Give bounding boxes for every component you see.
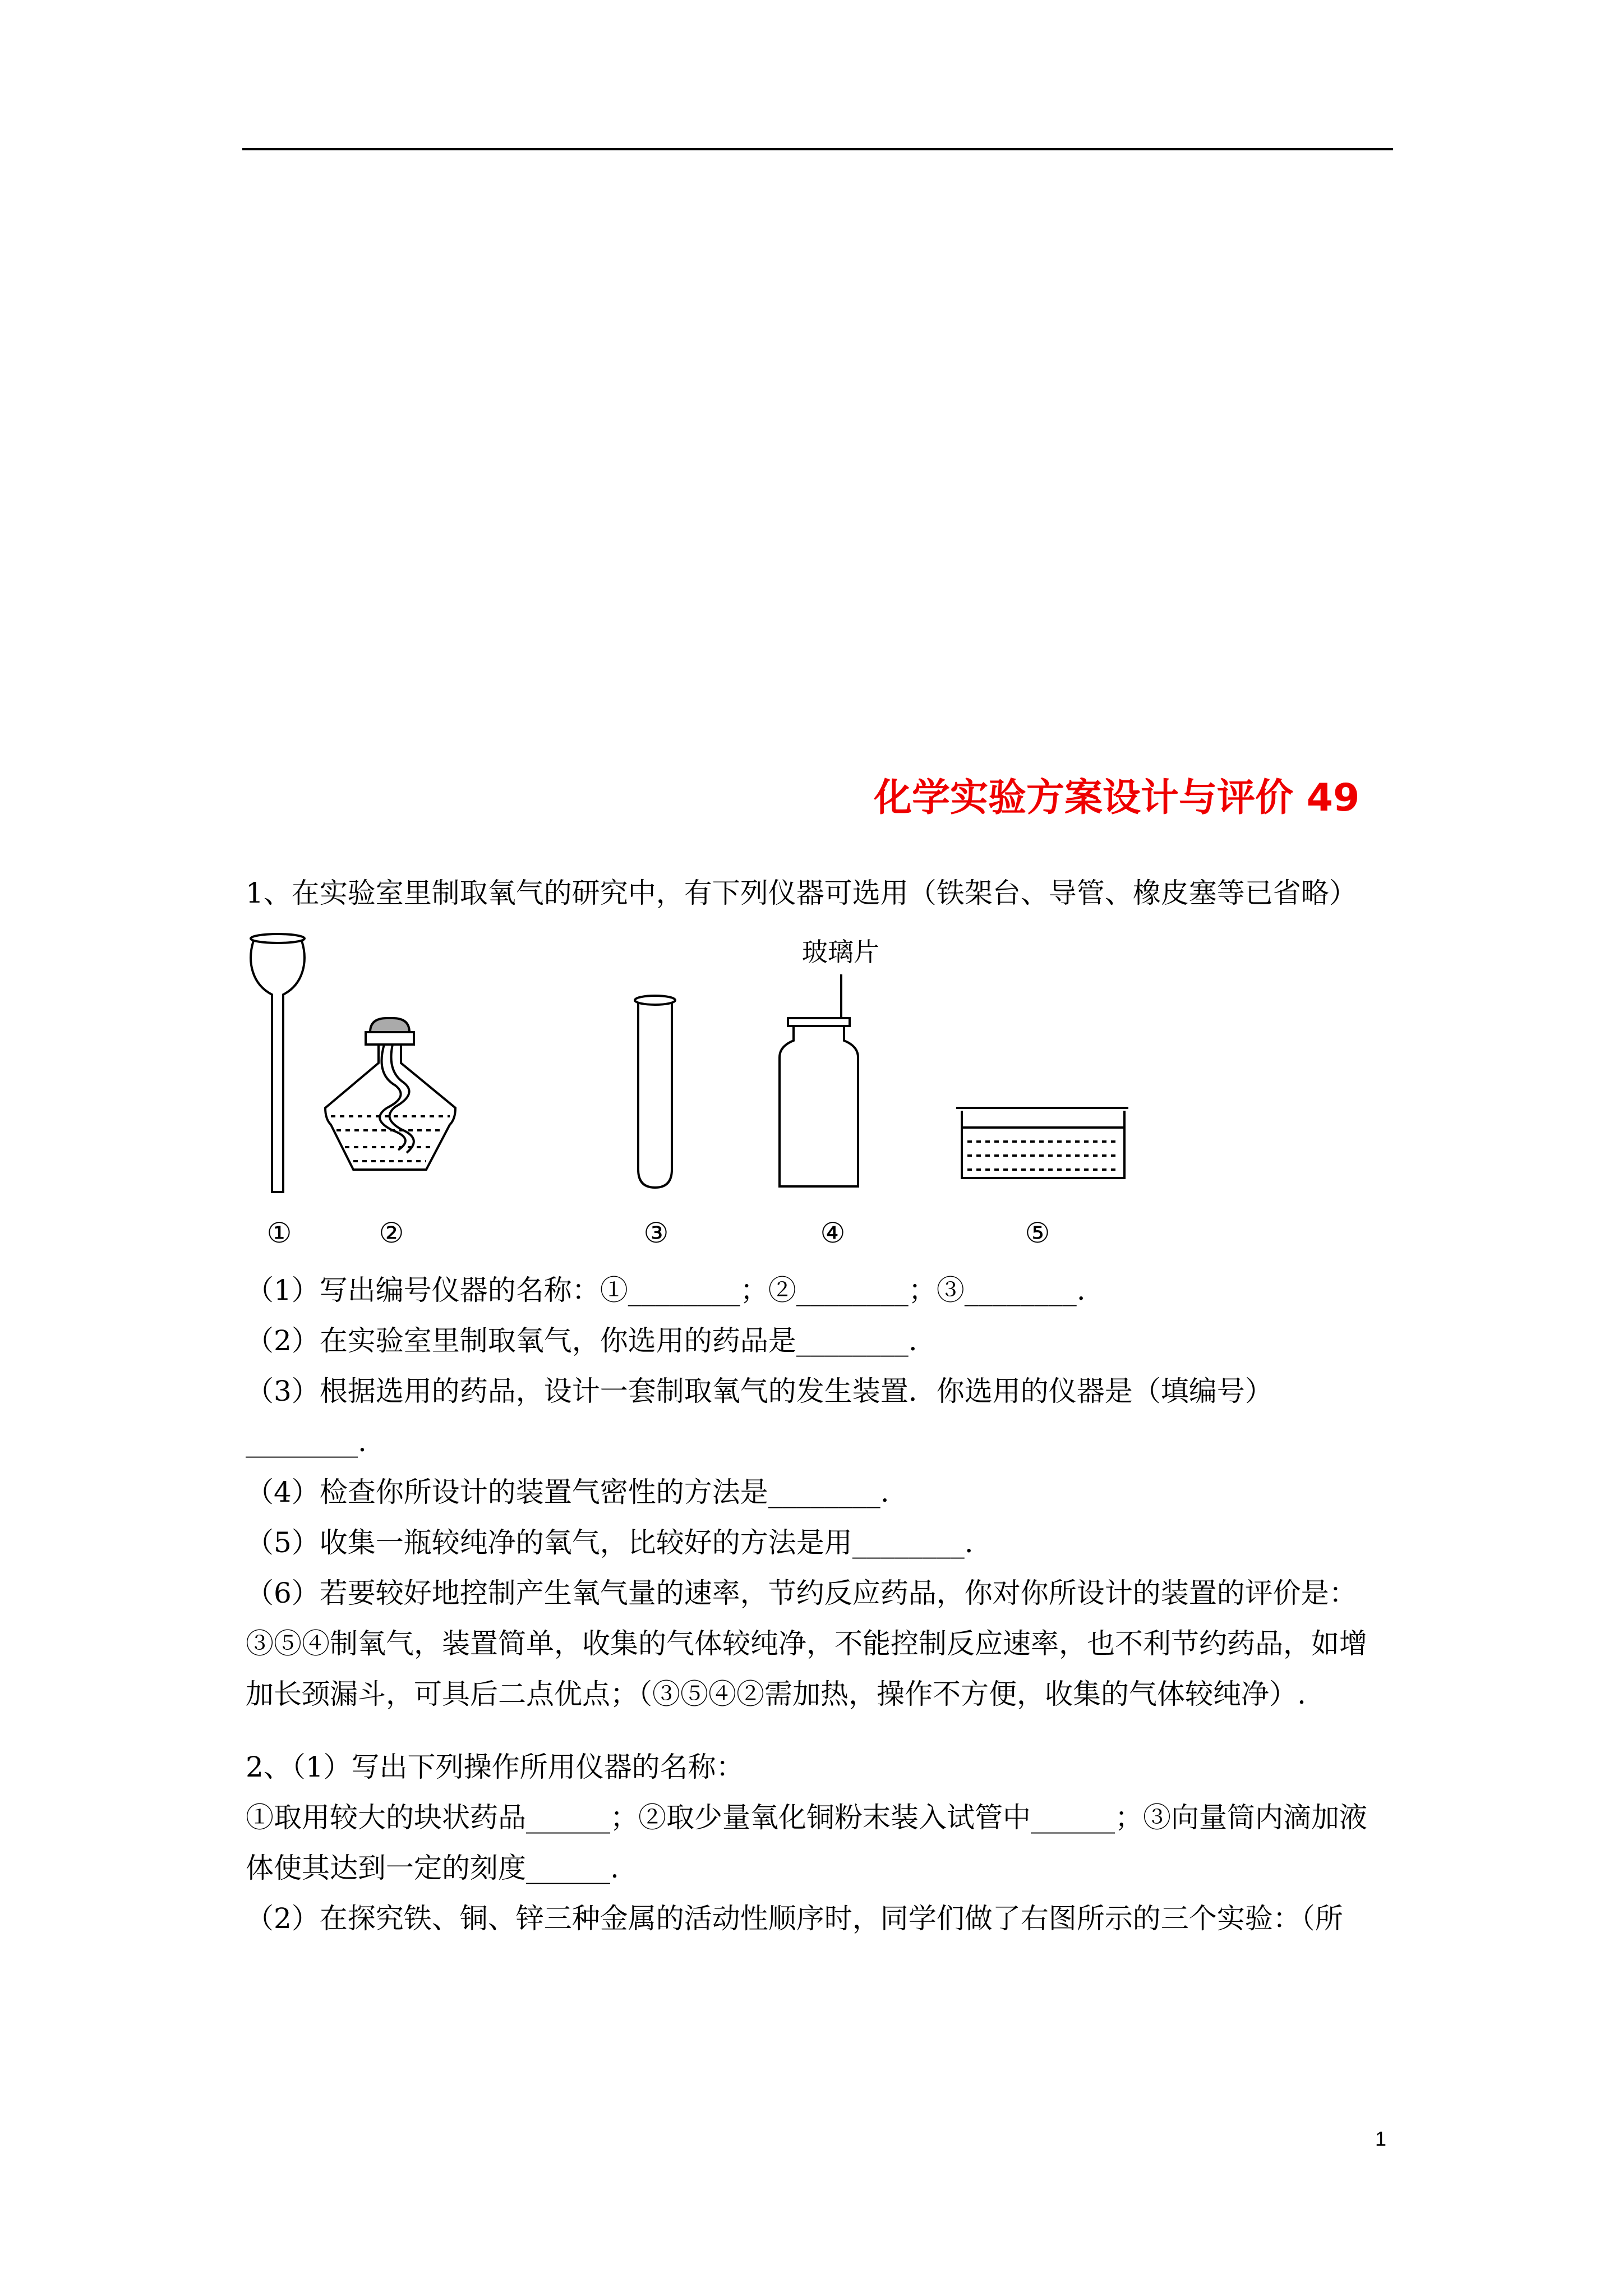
instrument-number: ③ [643, 1217, 669, 1249]
test-tube-icon [635, 996, 675, 1188]
instrument-number: ⑤ [1025, 1217, 1050, 1249]
q1-stem: 1、在实验室里制取氧气的研究中，有下列仪器可选用（铁架台、导管、橡皮塞等已省略） [246, 877, 1357, 909]
question-line: （3）根据选用的药品，设计一套制取氧气的发生装置．你选用的仪器是（填编号） [246, 1375, 1273, 1407]
alcohol-lamp-icon [325, 1018, 455, 1170]
question-line: （4）检查你所设计的装置气密性的方法是________. [246, 1476, 889, 1508]
instrument-number: ① [266, 1217, 292, 1249]
long-neck-funnel-icon [251, 934, 305, 1192]
question-line: （6）若要较好地控制产生氧气量的速率，节约反应药品，你对你所设计的装置的评价是： [246, 1577, 1357, 1609]
question-line: 体使其达到一定的刻度______. [246, 1852, 619, 1884]
question-line: （2）在实验室里制取氧气，你选用的药品是________. [246, 1324, 917, 1357]
gas-bottle-icon [780, 974, 858, 1186]
question-line: ①取用较大的块状药品______；②取少量氧化铜粉末装入试管中______；③向量筒内滴加液 [246, 1801, 1367, 1834]
question-line: 2、（1）写出下列操作所用仪器的名称： [246, 1751, 744, 1783]
question-line: （2）在探究铁、铜、锌三种金属的活动性顺序时，同学们做了右图所示的三个实验：（所 [246, 1902, 1343, 1935]
page-number: 1 [1375, 2127, 1387, 2150]
instrument-number: ② [379, 1217, 404, 1249]
instrument-number: ④ [820, 1217, 846, 1249]
water-trough-icon [956, 1108, 1128, 1178]
answer-line: 加长颈漏斗，可具后二点优点；（③⑤④②需加热，操作不方便，收集的气体较纯净）. [246, 1678, 1306, 1710]
question-line: （5）收集一瓶较纯净的氧气，比较好的方法是用________. [246, 1526, 974, 1559]
header-rule [242, 148, 1393, 150]
question-line: （1）写出编号仪器的名称：①________；②________；③________. [246, 1274, 1086, 1306]
question-line: ________. [246, 1425, 367, 1458]
instrument-figure [241, 928, 1161, 1254]
page-title: 化学实验方案设计与评价 49 [874, 776, 1360, 820]
answer-line: ③⑤④制氧气，装置简单，收集的气体较纯净，不能控制反应速率，也不利节约药品，如增 [246, 1627, 1367, 1660]
glass-plate-label: 玻璃片 [802, 937, 879, 967]
